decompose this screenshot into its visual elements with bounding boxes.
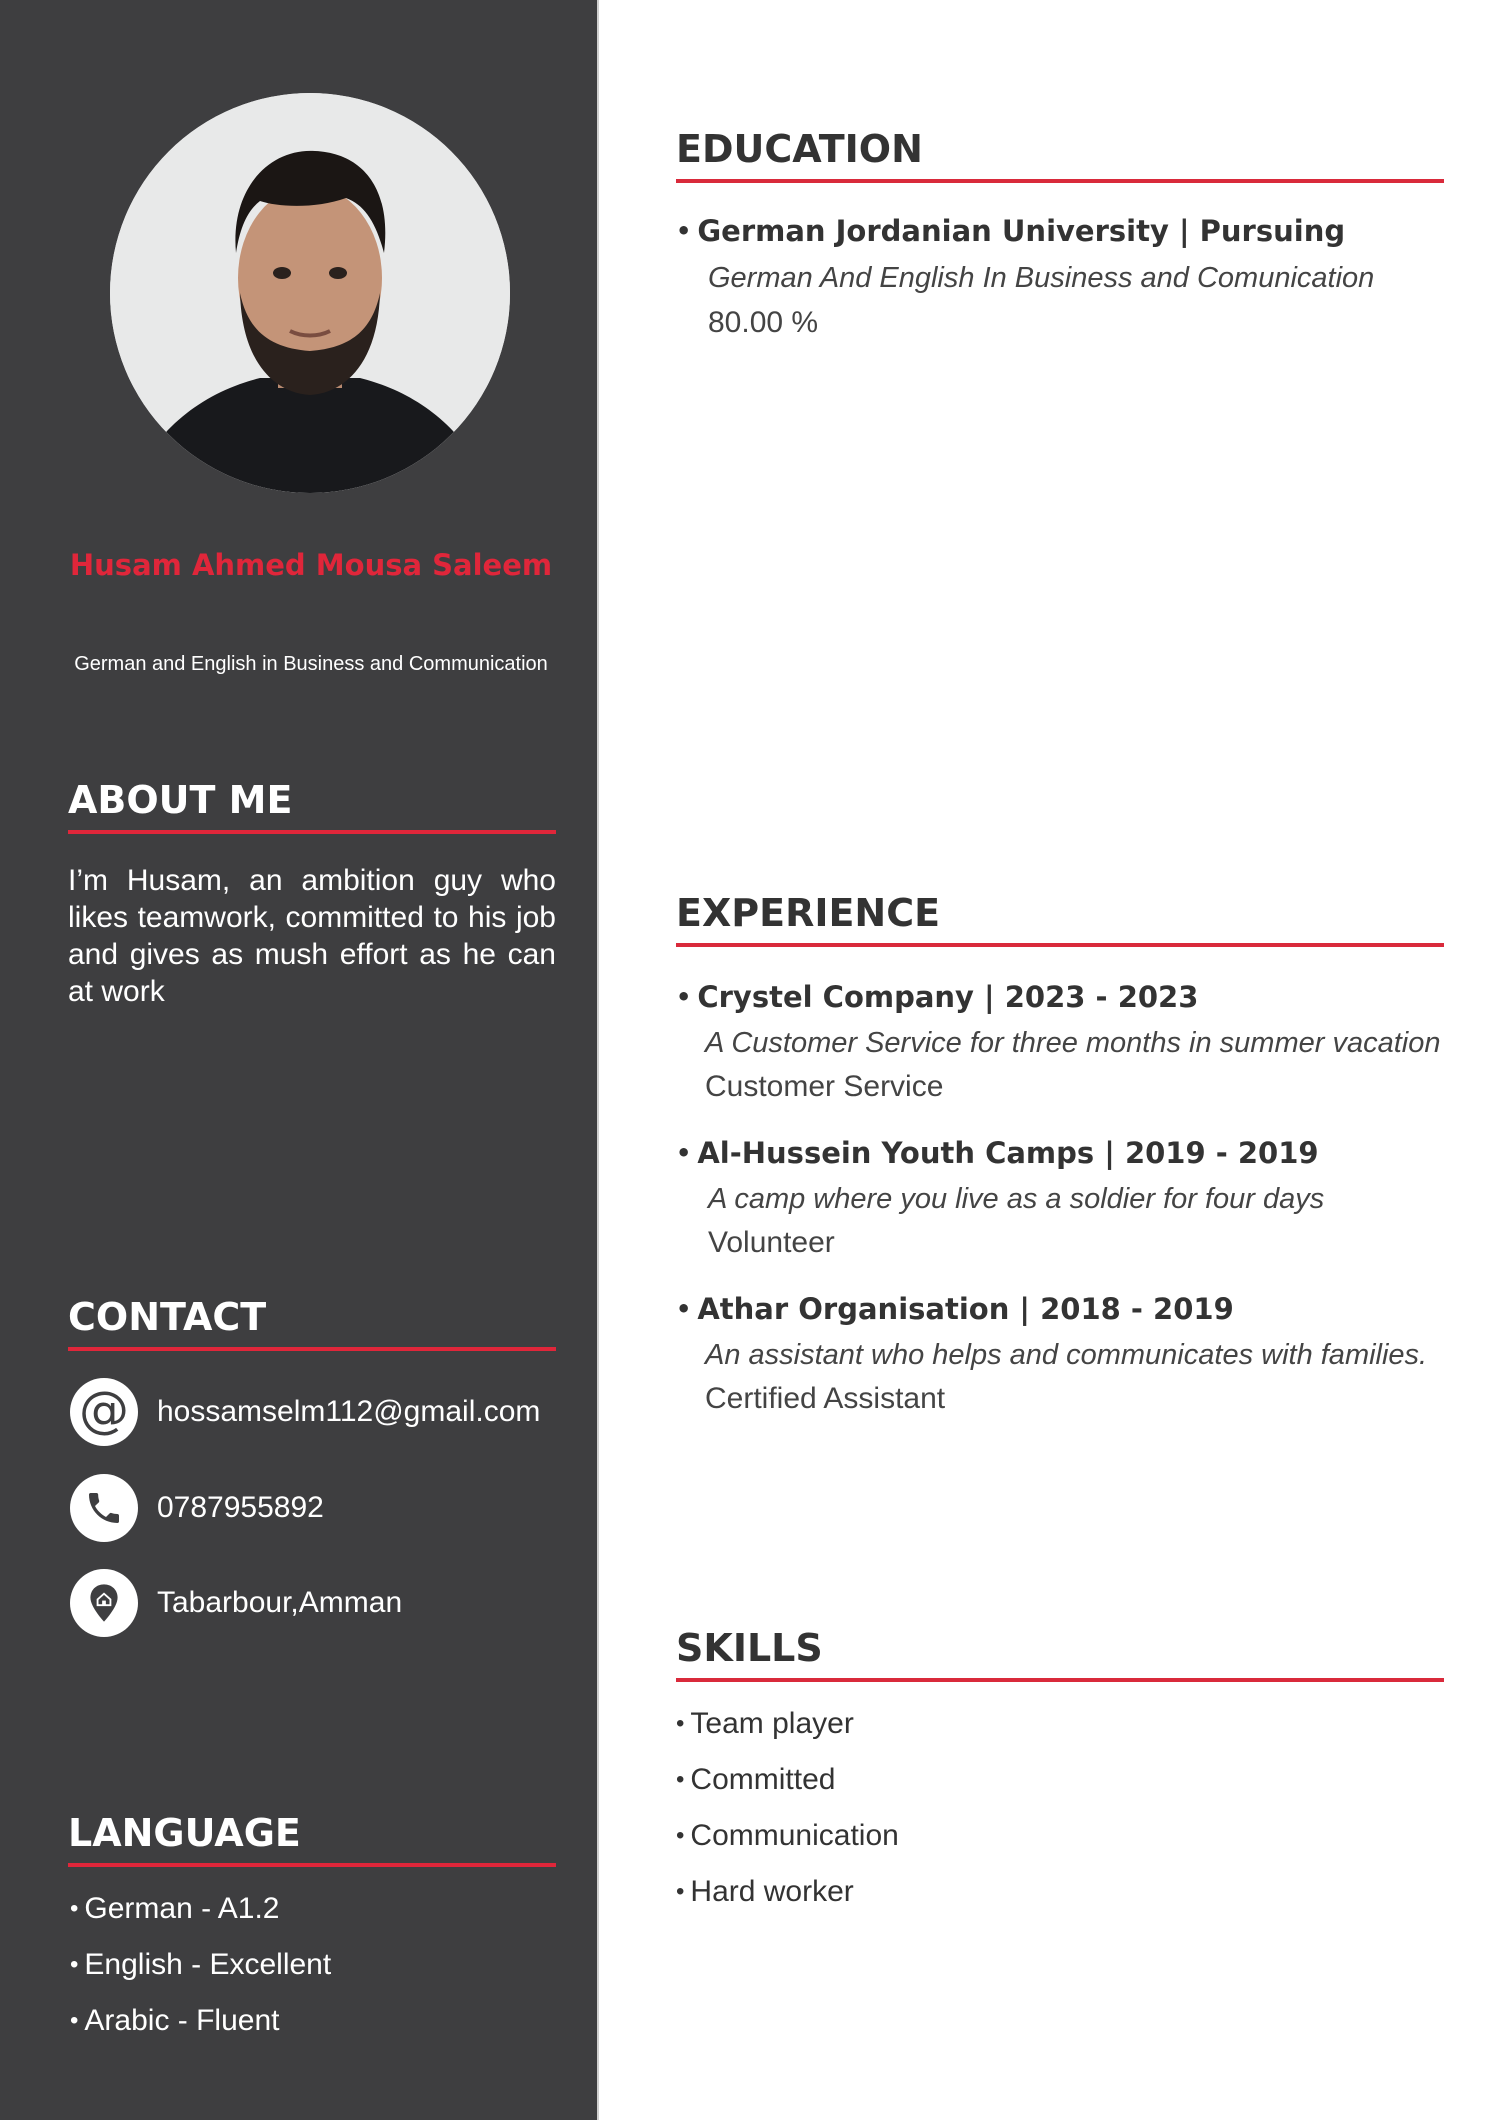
skill-item: Committed [690, 1763, 836, 1796]
language-item: English - Excellent [84, 1948, 332, 1981]
language-heading: LANGUAGE [68, 1811, 556, 1867]
contact-phone-row [70, 1474, 324, 1542]
email-icon-circle [70, 1378, 138, 1446]
experience-role: Volunteer [708, 1226, 835, 1259]
contact-phone[interactable]: 0787955892 [157, 1491, 324, 1524]
skills-heading: SKILLS [676, 1626, 1444, 1682]
experience-title: • Athar Organisation | 2018 - 2019 [676, 1292, 1234, 1326]
list-item [70, 1945, 331, 2001]
education-grade: 80.00 % [708, 306, 819, 339]
experience-description: An assistant who helps and communicates with families. [705, 1339, 1428, 1371]
profile-subtitle: German and English in Business and Communication [74, 653, 548, 675]
about-text: I’m Husam, an ambition guy who likes teamwork, committed to his job and gives as mush effort as he can at work [68, 864, 556, 1008]
education-heading: EDUCATION [676, 127, 1444, 183]
full-name: Husam Ahmed Mousa Saleem [69, 548, 553, 582]
bullet-icon: • [676, 1766, 685, 1793]
profile-photo [110, 93, 510, 493]
bullet-icon: • [70, 1895, 79, 1922]
bullet-icon: • [676, 1822, 685, 1849]
bullet-icon: • [676, 983, 692, 1011]
education-description: German And English In Business and Comunication [708, 262, 1375, 294]
bullet-icon: • [676, 1139, 692, 1167]
language-list [70, 1889, 331, 2057]
bullet-icon: • [70, 1951, 79, 1978]
skill-item: Hard worker [690, 1875, 854, 1908]
phone-icon [84, 1488, 124, 1528]
contact-email[interactable]: hossamselm112@gmail.com [157, 1395, 541, 1428]
address-icon-circle [70, 1569, 138, 1637]
language-item: German - A1.2 [84, 1892, 280, 1925]
experience-heading: EXPERIENCE [676, 891, 1444, 947]
bullet-icon: • [676, 217, 692, 245]
bullet-icon: • [676, 1878, 685, 1905]
contact-address: Tabarbour,Amman [157, 1586, 403, 1619]
location-pin-icon [86, 1583, 122, 1623]
bullet-icon: • [70, 2007, 79, 2034]
experience-title: • Al-Hussein Youth Camps | 2019 - 2019 [676, 1136, 1319, 1170]
list-item [70, 2001, 331, 2057]
skill-item: Communication [690, 1819, 899, 1852]
at-sign-icon: @ [79, 1381, 129, 1439]
skill-item: Team player [690, 1707, 854, 1740]
list-item [676, 1704, 899, 1760]
education-title: • German Jordanian University | Pursuing [676, 214, 1346, 248]
experience-role: Certified Assistant [705, 1382, 946, 1415]
person-photo-icon [110, 93, 510, 493]
list-item [70, 1889, 331, 1945]
skills-list [676, 1704, 899, 1928]
experience-role: Customer Service [705, 1070, 944, 1103]
contact-heading: CONTACT [68, 1295, 556, 1351]
experience-description: A camp where you live as a soldier for four days [708, 1183, 1325, 1215]
phone-icon-circle [70, 1474, 138, 1542]
contact-email-row [70, 1378, 540, 1446]
bullet-icon: • [676, 1710, 685, 1737]
bullet-icon: • [676, 1295, 692, 1323]
experience-title: • Crystel Company | 2023 - 2023 [676, 980, 1199, 1014]
contact-address-row [70, 1569, 402, 1637]
about-heading: ABOUT ME [68, 778, 556, 834]
experience-description: A Customer Service for three months in summer vacation [705, 1027, 1441, 1059]
sidebar [0, 0, 599, 2120]
list-item [676, 1816, 899, 1872]
list-item [676, 1872, 899, 1928]
language-item: Arabic - Fluent [84, 2004, 280, 2037]
list-item [676, 1760, 899, 1816]
